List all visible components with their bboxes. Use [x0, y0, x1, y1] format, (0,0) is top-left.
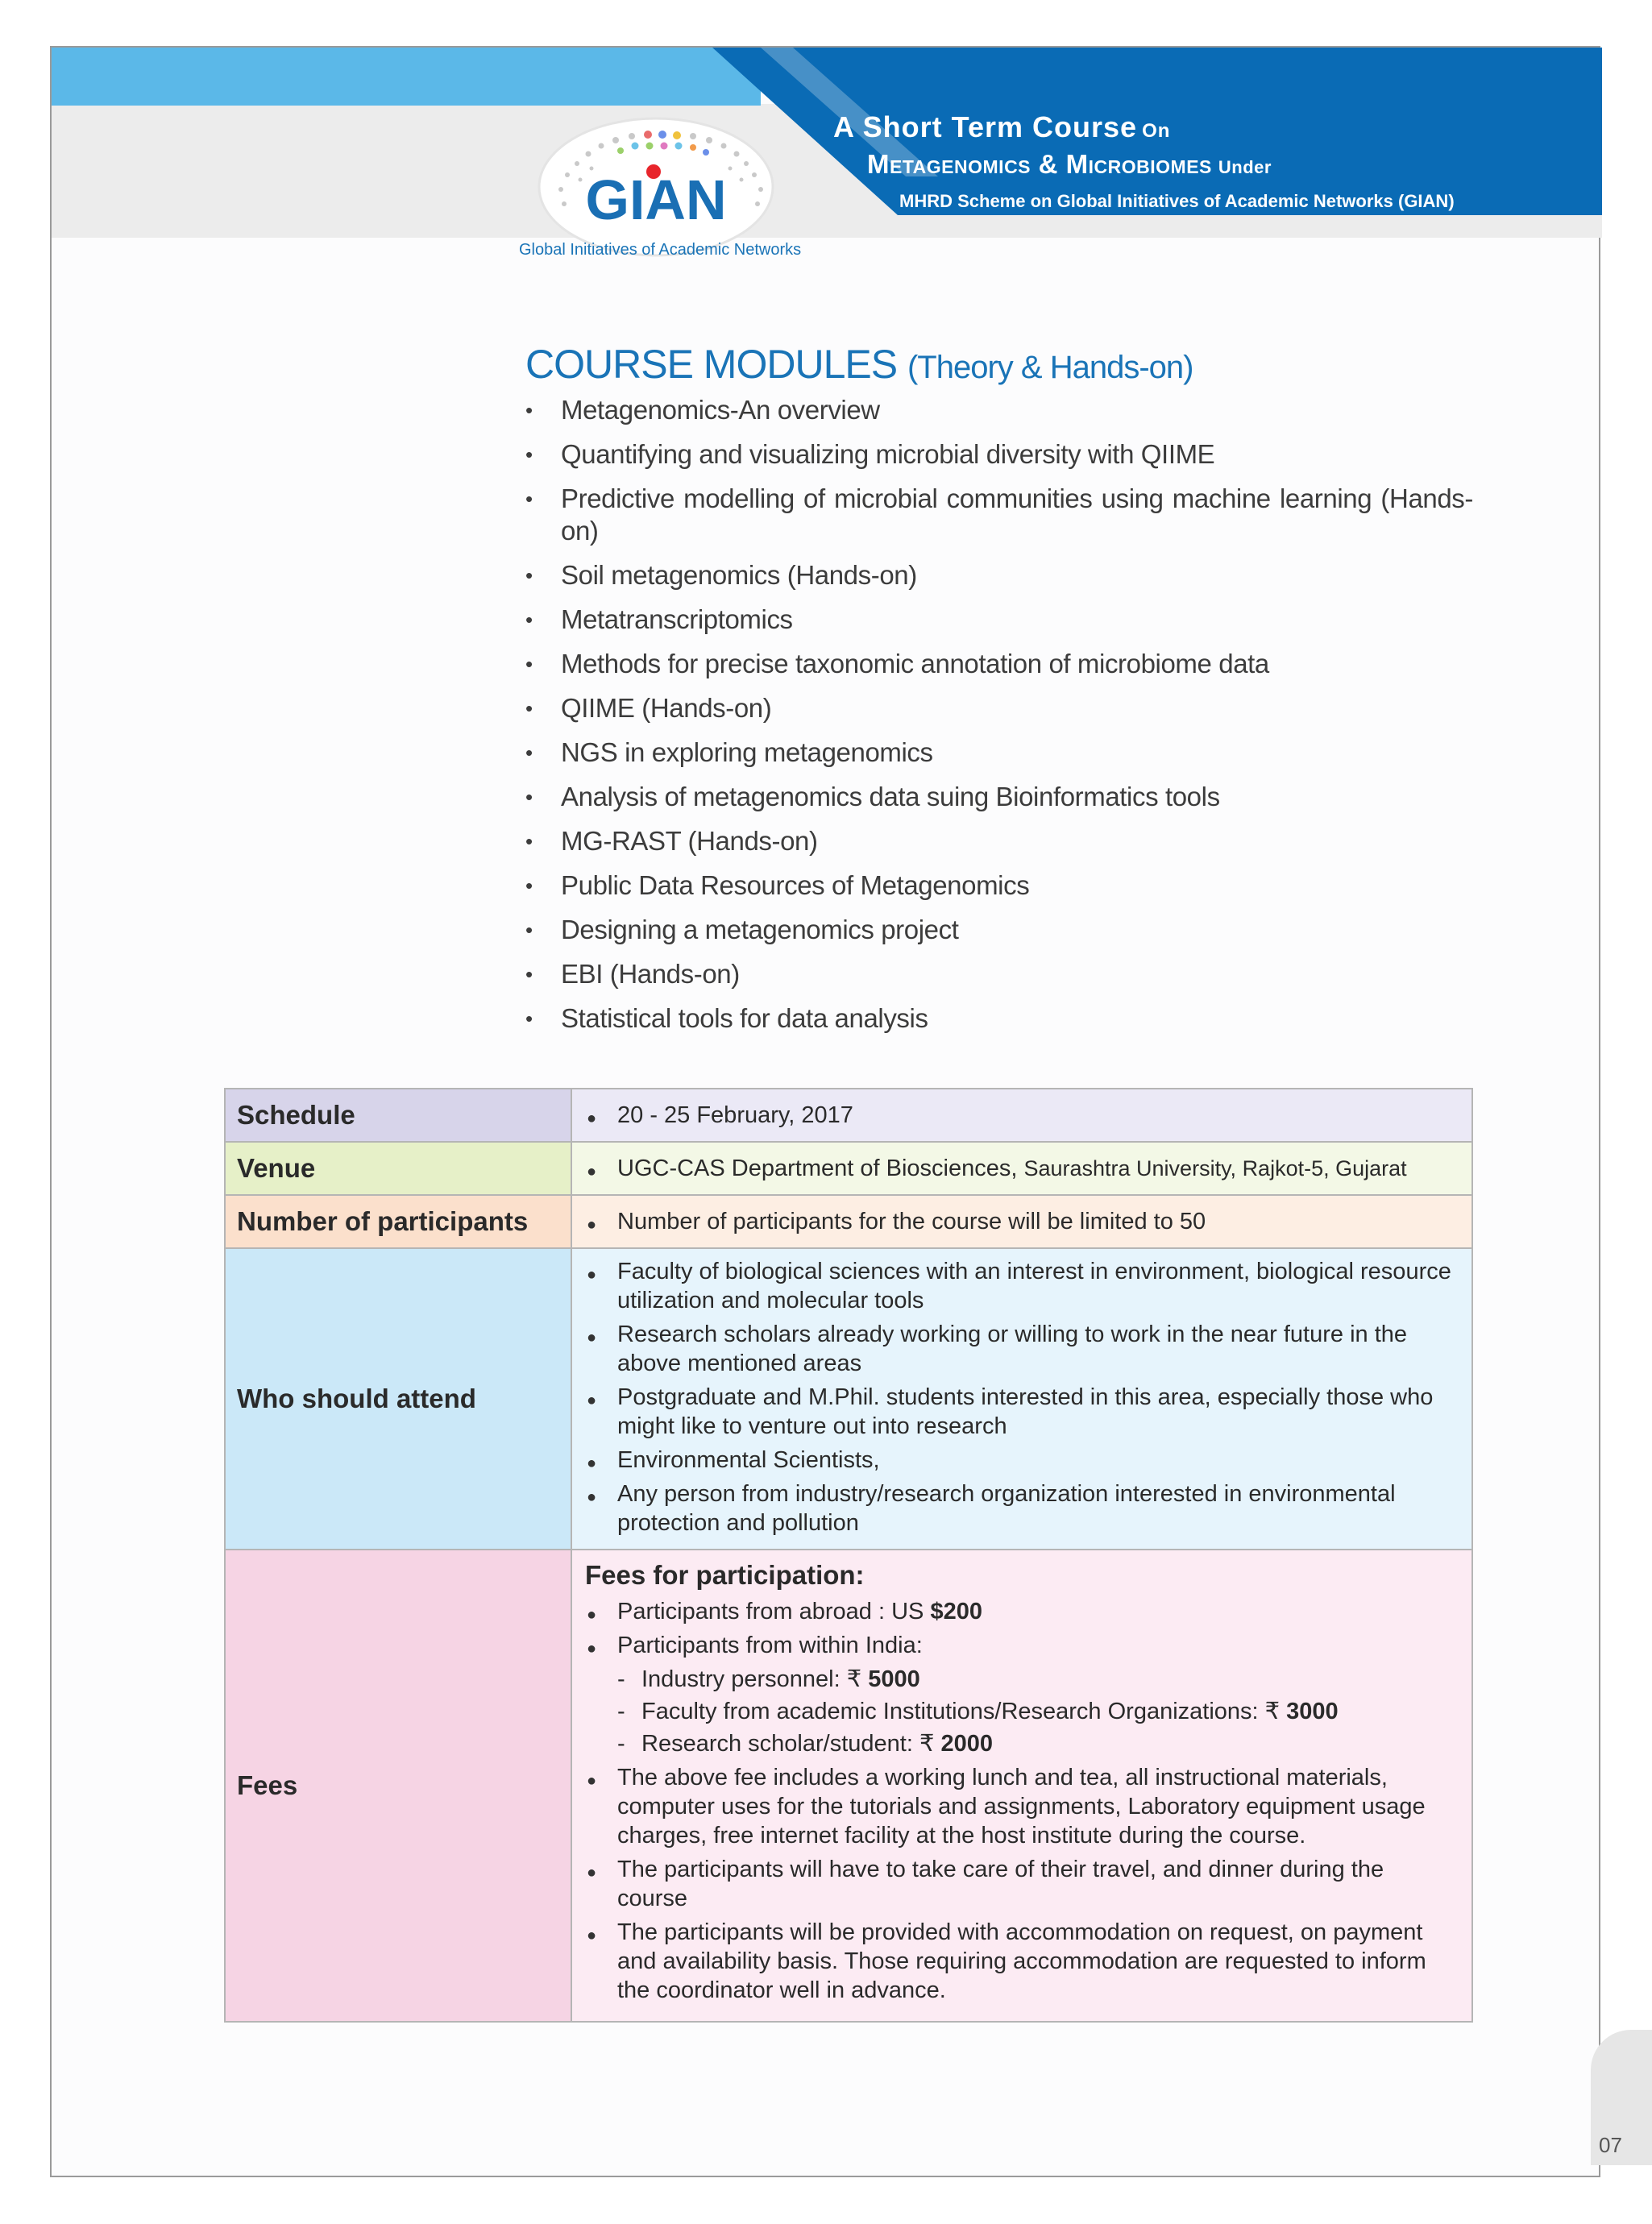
who-item: ● Any person from industry/research organization interested in environmental protection and pollution: [585, 1479, 1460, 1537]
schedule-value: ● 20 - 25 February, 2017: [585, 1101, 1460, 1130]
fees-heading: Fees for participation:: [585, 1560, 865, 1590]
header-line2: Metagenomics & Microbiomes: [867, 149, 1212, 179]
page-number: 07: [1599, 2133, 1622, 2157]
header-line3: MHRD Scheme on Global Initiatives of Academic Networks (GIAN): [899, 191, 1455, 211]
fees-value-cell: [571, 1550, 1472, 2022]
table-row-who: [225, 1248, 1472, 1550]
fees-industry: [585, 1665, 1460, 1694]
module-item: • Public Data Resources of Metagenomics: [525, 869, 1473, 902]
who-item: ● Research scholars already working or willing to work in the near future in the above mentioned areas: [585, 1320, 1460, 1378]
venue-value: [585, 1154, 1460, 1183]
venue-main: UGC-CAS Department of Biosciences,: [617, 1156, 1018, 1181]
who-value-cell: [571, 1248, 1472, 1550]
module-item: • Methods for precise taxonomic annotation of microbiome data: [525, 648, 1473, 680]
module-item: • QIIME (Hands-on): [525, 692, 1473, 724]
modules-subtitle: (Theory & Hands-on): [907, 350, 1193, 385]
header-line1-suffix: On: [1142, 120, 1171, 142]
participants-value: ● Number of participants for the course will be limited to 50: [585, 1207, 1460, 1236]
fees-faculty: [585, 1697, 1460, 1726]
gian-logo: [535, 110, 777, 255]
venue-small: Saurashtra University, Rajkot-5, Gujarat: [1023, 1156, 1407, 1180]
fees-scholar-amount: 2000: [940, 1731, 993, 1757]
table-row-schedule: [225, 1089, 1472, 1142]
module-item: • Designing a metagenomics project: [525, 914, 1473, 946]
fees-note: ● The participants will have to take care of their travel, and dinner during the course: [585, 1855, 1460, 1913]
course-header: [833, 110, 1591, 212]
course-info-table: [224, 1088, 1473, 2023]
table-row-participants: [225, 1195, 1472, 1248]
module-item: • Analysis of metagenomics data suing Bioinformatics tools: [525, 781, 1473, 813]
module-item: • NGS in exploring metagenomics: [525, 736, 1473, 769]
modules-heading: [525, 341, 1473, 388]
fees-industry-text: Industry personnel: ₹: [641, 1666, 862, 1692]
schedule-value-cell: [571, 1089, 1472, 1142]
who-item: ● Faculty of biological sciences with an interest in environment, biological resource utilization and molecular tools: [585, 1257, 1460, 1315]
fees-india: ● Participants from within India:: [585, 1631, 1460, 1660]
fees-faculty-text: Faculty from academic Institutions/Research Organizations: ₹: [641, 1699, 1281, 1724]
who-item: ● Environmental Scientists,: [585, 1446, 1460, 1475]
table-row-venue: [225, 1142, 1472, 1195]
modules-list: [525, 394, 1473, 1035]
course-modules-section: [525, 341, 1473, 1047]
module-item: • EBI (Hands-on): [525, 958, 1473, 990]
venue-label: Venue: [225, 1142, 571, 1195]
modules-title: COURSE MODULES: [525, 342, 898, 387]
module-item: • Soil metagenomics (Hands-on): [525, 559, 1473, 591]
header-line1: A Short Term Course: [833, 110, 1138, 143]
header-line2-suffix: Under: [1218, 157, 1272, 177]
fees-scholar-text: Research scholar/student: ₹: [641, 1731, 935, 1757]
module-item: • Statistical tools for data analysis: [525, 1002, 1473, 1035]
module-item: • Predictive modelling of microbial communities using machine learning (Hands-on): [525, 483, 1473, 547]
fees-industry-amount: 5000: [868, 1666, 920, 1692]
logo-text: GIAN: [585, 168, 727, 231]
who-item: ● Postgraduate and M.Phil. students interested in this area, especially those who might like to venture out into research: [585, 1383, 1460, 1441]
fees-faculty-amount: 3000: [1286, 1699, 1339, 1724]
who-label: Who should attend: [225, 1248, 571, 1550]
fees-note: ● The participants will be provided with accommodation on request, on payment and availability basis. Those requiring accommodation are requested to inform the coordinator well in advance.: [585, 1918, 1460, 2005]
fees-label: Fees: [225, 1550, 571, 2022]
participants-label: Number of participants: [225, 1195, 571, 1248]
schedule-label: Schedule: [225, 1089, 571, 1142]
logo-caption: Global Initiatives of Academic Networks: [519, 241, 802, 259]
fees-abroad-amount: $200: [930, 1599, 982, 1624]
fees-abroad-text: Participants from abroad : US: [617, 1599, 924, 1624]
module-item: • Metagenomics-An overview: [525, 394, 1473, 426]
module-item: • MG-RAST (Hands-on): [525, 825, 1473, 857]
participants-value-cell: [571, 1195, 1472, 1248]
fees-scholar: [585, 1729, 1460, 1758]
venue-value-cell: [571, 1142, 1472, 1195]
fees-note: ● The above fee includes a working lunch and tea, all instructional materials, computer uses for the tutorials and assignments, Laboratory equipment usage charges, free internet facility at the host institute during the course.: [585, 1763, 1460, 1850]
module-item: • Metatranscriptomics: [525, 604, 1473, 636]
table-row-fees: [225, 1550, 1472, 2022]
fees-abroad: [585, 1597, 1460, 1626]
module-item: • Quantifying and visualizing microbial diversity with QIIME: [525, 438, 1473, 471]
